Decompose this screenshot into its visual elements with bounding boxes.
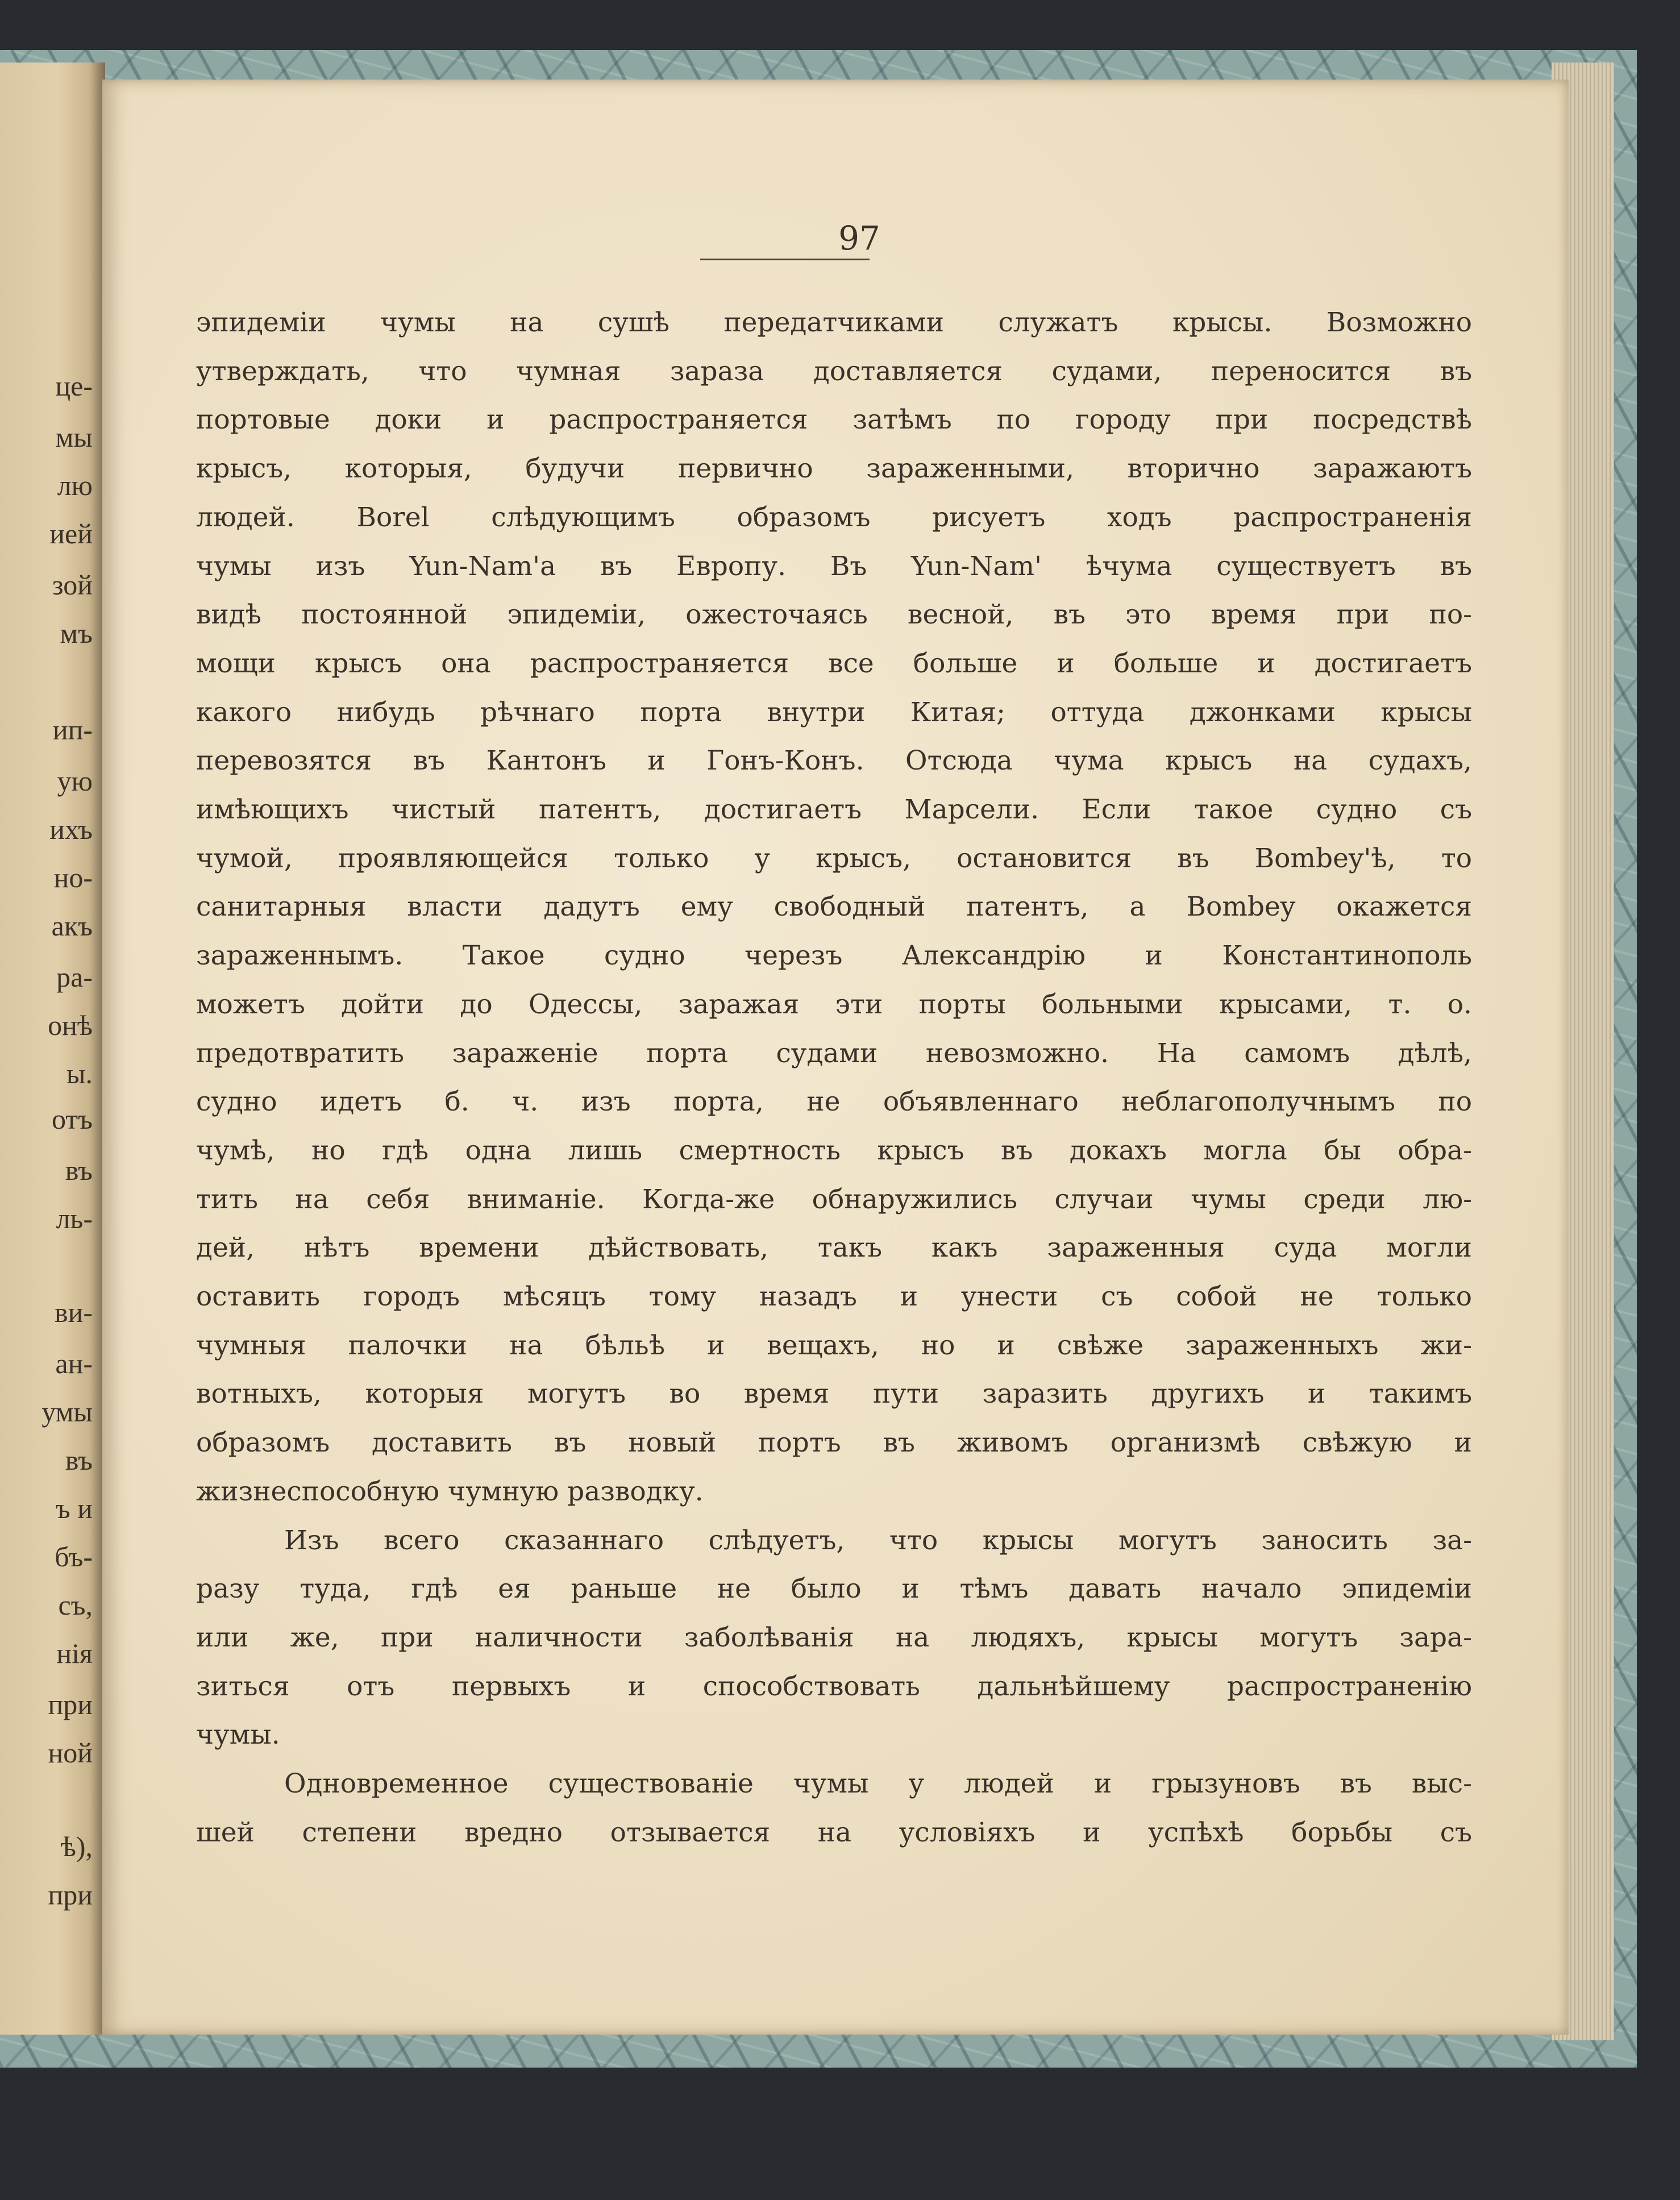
text-line: чумы.: [196, 1719, 280, 1751]
text-line: зиться отъ первыхъ и способствовать дальнѣйшему распространенію: [196, 1670, 1472, 1702]
text-line: предотвратить зараженіе порта судами невозможно. На самомъ дѣлѣ,: [196, 1037, 1472, 1069]
text-line: чумѣ, но гдѣ одна лишь смертность крысъ въ докахъ могла бы обра-: [196, 1134, 1472, 1166]
left-page-fragment: при: [48, 1689, 93, 1720]
text-line: дей, нѣтъ времени дѣйствовать, такъ какъ зараженныя суда могли: [196, 1232, 1472, 1264]
left-page-fragments: [0, 63, 105, 2035]
left-page-fragment: мъ: [60, 617, 93, 649]
left-page-fragment: ихъ: [49, 813, 93, 845]
left-page-fragment: бъ-: [55, 1541, 93, 1573]
text-line: мощи крысъ она распространяется все больше и больше и достигаетъ: [196, 647, 1472, 679]
text-line: эпидеміи чумы на сушѣ передатчиками служатъ крысы. Возможно: [196, 307, 1472, 338]
text-line: Изъ всего сказаннаго слѣдуетъ, что крысы могутъ заносить за-: [284, 1524, 1472, 1556]
left-page-fragment: ип-: [52, 714, 93, 746]
left-page-edge: [0, 63, 105, 2035]
text-line: разу туда, гдѣ ея раньше не было и тѣмъ давать начало эпидеміи: [196, 1573, 1472, 1605]
left-page-fragment: съ,: [58, 1589, 93, 1621]
page-number: 97: [838, 219, 880, 257]
text-line: шей степени вредно отзывается на условіяхъ и успѣхѣ борьбы съ: [196, 1816, 1472, 1848]
left-page-fragment: онѣ: [48, 1009, 93, 1041]
left-page-fragment: ви-: [54, 1296, 93, 1328]
text-line: людей. Borel слѣдующимъ образомъ рисуетъ ходъ распространенія: [196, 501, 1472, 533]
text-line: чумныя палочки на бѣльѣ и вещахъ, но и свѣже зараженныхъ жи-: [196, 1329, 1472, 1361]
left-page-fragment: зой: [52, 569, 93, 601]
text-line: чумой, проявляющейся только у крысъ, остановится въ Bombey'ѣ, то: [196, 842, 1472, 874]
left-page-fragment: умы: [41, 1396, 93, 1428]
left-page-fragment: мы: [55, 421, 93, 453]
text-line: видѣ постоянной эпидеміи, ожесточаясь весной, въ это время при по-: [196, 599, 1472, 631]
left-page-fragment: ра-: [56, 961, 93, 993]
left-page-fragment: въ: [65, 1444, 93, 1476]
body-text: [196, 298, 1472, 1857]
left-page-fragment: въ: [65, 1154, 93, 1186]
text-line: жизнеспособную чумную разводку.: [196, 1475, 704, 1507]
left-page-fragment: акъ: [51, 910, 93, 942]
left-page-fragment: ъ и: [55, 1492, 93, 1524]
left-page-fragment: но-: [53, 862, 93, 893]
right-page: [102, 80, 1569, 2035]
text-line: портовые доки и распространяется затѣмъ по городу при посредствѣ: [196, 404, 1472, 436]
left-page-fragment: ѣ),: [60, 1831, 93, 1862]
text-line: образомъ доставить въ новый портъ въ живомъ организмѣ свѣжую и: [196, 1427, 1472, 1459]
left-page-fragment: це-: [55, 370, 93, 402]
text-line: или же, при наличности заболѣванія на людяхъ, крысы могутъ зара-: [196, 1621, 1472, 1653]
text-line: вотныхъ, которыя могутъ во время пути заразить другихъ и такимъ: [196, 1378, 1472, 1410]
left-page-fragment: ль-: [56, 1203, 93, 1234]
text-line: чумы изъ Yun-Nam'a въ Европу. Въ Yun-Nam' ѣчума существуетъ въ: [196, 550, 1472, 582]
text-line: зараженнымъ. Такое судно черезъ Александрію и Константинополь: [196, 940, 1472, 972]
text-line: оставить городъ мѣсяцъ тому назадъ и унести съ собой не только: [196, 1281, 1472, 1313]
left-page-fragment: ы.: [66, 1058, 93, 1089]
text-line: крысъ, которыя, будучи первично зараженными, вторично заражаютъ: [196, 453, 1472, 485]
text-line: имѣющихъ чистый патентъ, достигаетъ Марсели. Если такое судно съ: [196, 794, 1472, 826]
text-line: перевозятся въ Кантонъ и Гонъ-Конъ. Отсюда чума крысъ на судахъ,: [196, 745, 1472, 777]
text-line: можетъ дойти до Одессы, заражая эти порты больными крысами, т. о.: [196, 988, 1472, 1020]
left-page-fragment: нія: [56, 1637, 93, 1669]
left-page-fragment: ией: [49, 518, 93, 550]
left-page-fragment: лю: [57, 469, 93, 501]
left-page-fragment: ан-: [55, 1348, 93, 1379]
text-line: Одновременное существованіе чумы у людей и грызуновъ въ выс-: [284, 1768, 1472, 1800]
text-line: какого нибудь рѣчнаго порта внутри Китая; оттуда джонками крысы: [196, 696, 1472, 728]
text-line: тить на себя вниманіе. Когда-же обнаружились случаи чумы среди лю-: [196, 1183, 1472, 1215]
left-page-fragment: при: [48, 1879, 93, 1911]
text-line: судно идетъ б. ч. изъ порта, не объявленнаго неблагополучнымъ по: [196, 1086, 1472, 1118]
left-page-fragment: ую: [57, 765, 93, 797]
text-line: утверждать, что чумная зараза доставляется судами, переносится въ: [196, 355, 1472, 387]
page-number-rule: [700, 259, 870, 260]
text-line: санитарныя власти дадутъ ему свободный патентъ, а Bombey окажется: [196, 891, 1472, 923]
left-page-fragment: ной: [48, 1737, 93, 1769]
left-page-fragment: отъ: [51, 1103, 93, 1135]
